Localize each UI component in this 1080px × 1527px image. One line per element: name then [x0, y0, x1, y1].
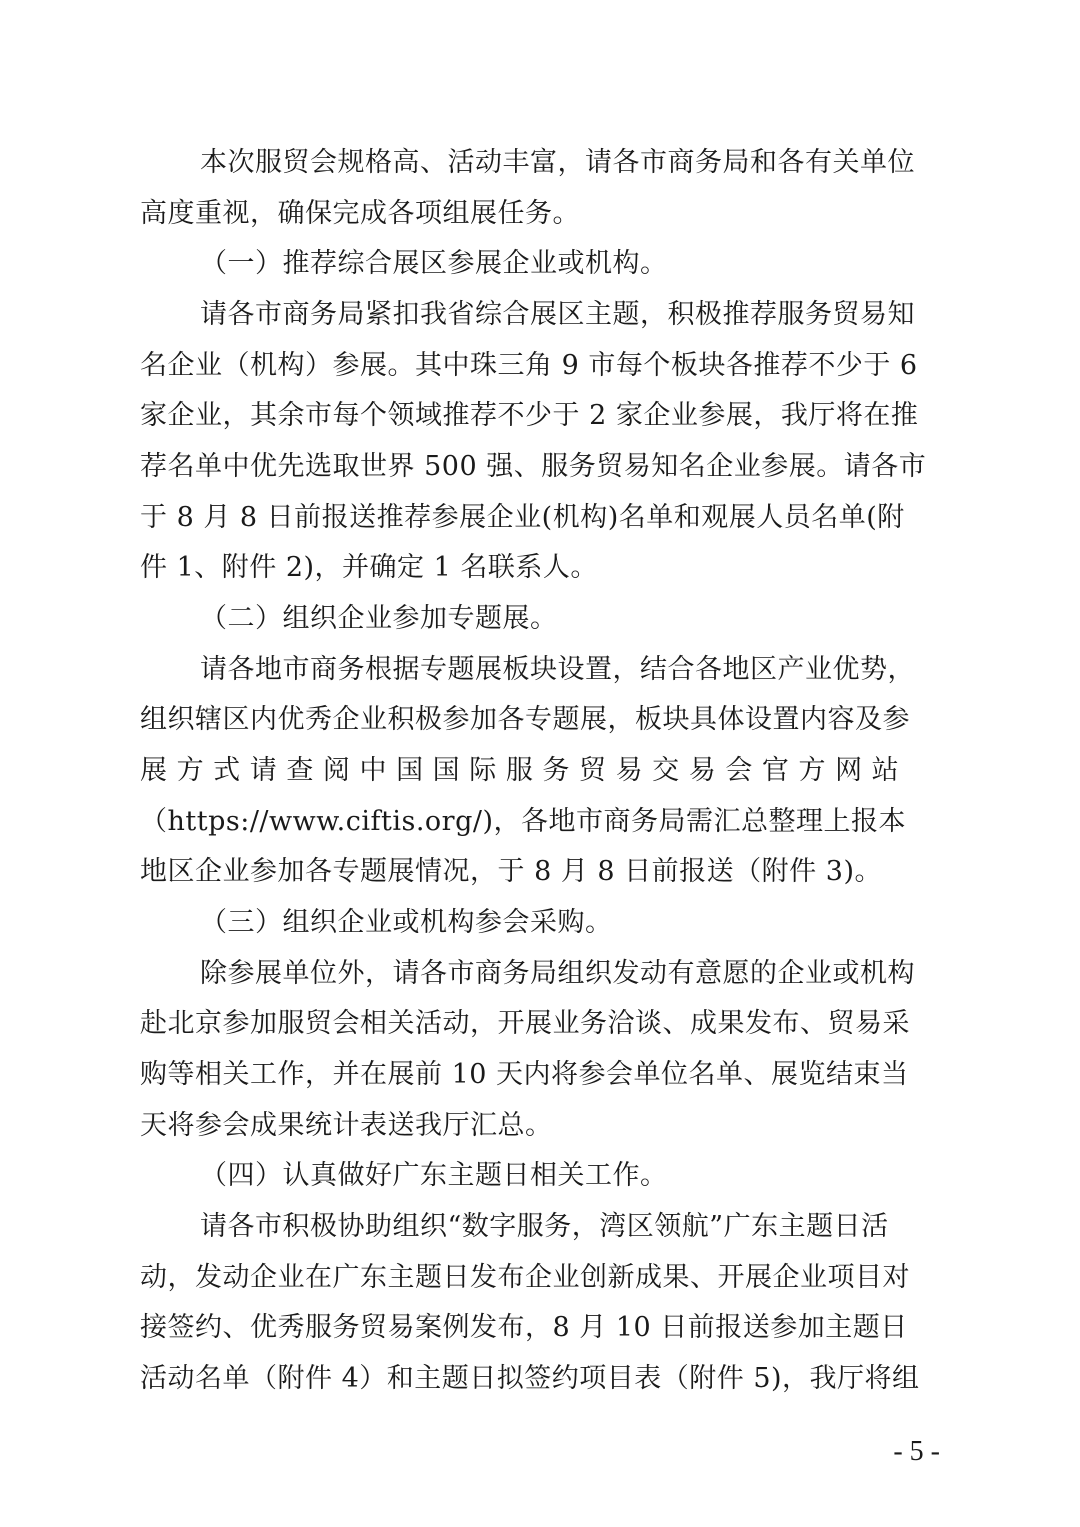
paragraph-line: 荐名单中优先选取世界 500 强、服务贸易知名企业参展。请各市 [140, 451, 927, 482]
paragraph-line: 活动名单（附件 4）和主题日拟签约项目表（附件 5)，我厅将组 [140, 1363, 920, 1394]
paragraph-line: 地区企业参加各专题展情况，于 8 月 8 日前报送（附件 3)。 [140, 856, 882, 887]
paragraph-line: 请各地市商务根据专题展板块设置，结合各地区产业优势， [200, 654, 915, 685]
paragraph-line: （https://www.ciftis.org/)，各地市商务局需汇总整理上报本 [140, 806, 906, 837]
paragraph-line: 请各市商务局紧扣我省综合展区主题，积极推荐服务贸易知 [200, 299, 915, 330]
section-heading-1: （一）推荐综合展区参展企业或机构。 [200, 248, 668, 279]
paragraph-line: 天将参会成果统计表送我厅汇总。 [140, 1110, 553, 1141]
section-heading-2: （二）组织企业参加专题展。 [200, 603, 558, 634]
paragraph-line: 除参展单位外，请各市商务局组织发动有意愿的企业或机构 [200, 958, 915, 989]
paragraph-line: 赴北京参加服贸会相关活动，开展业务洽谈、成果发布、贸易采 [140, 1008, 910, 1039]
paragraph-line: 件 1、附件 2)，并确定 1 名联系人。 [140, 552, 598, 583]
section-heading-3: （三）组织企业或机构参会采购。 [200, 907, 613, 938]
paragraph-line: 展 方 式 请 查 阅 中 国 国 际 服 务 贸 易 交 易 会 官 方 网 站 [140, 755, 900, 786]
paragraph-line: 购等相关工作，并在展前 10 天内将参会单位名单、展览结束当 [140, 1059, 909, 1090]
paragraph-line: 名企业（机构）参展。其中珠三角 9 市每个板块各推荐不少于 6 [140, 350, 918, 381]
paragraph-line: 请各市积极协助组织“数字服务，湾区领航”广东主题日活 [200, 1211, 889, 1242]
paragraph-line: 于 8 月 8 日前报送推荐参展企业(机构)名单和观展人员名单(附 [140, 502, 905, 533]
paragraph-line: 接签约、优秀服务贸易案例发布，8 月 10 日前报送参加主题日 [140, 1312, 908, 1343]
section-heading-4: （四）认真做好广东主题日相关工作。 [200, 1160, 668, 1191]
paragraph-line: 高度重视，确保完成各项组展任务。 [140, 198, 580, 229]
paragraph-line: 家企业，其余市每个领域推荐不少于 2 家企业参展，我厅将在推 [140, 400, 919, 431]
paragraph-line: 组织辖区内优秀企业积极参加各专题展，板块具体设置内容及参 [140, 704, 910, 735]
paragraph-line: 本次服贸会规格高、活动丰富，请各市商务局和各有关单位 [200, 147, 915, 178]
page-number: - 5 - [893, 1436, 940, 1467]
paragraph-line: 动，发动企业在广东主题日发布企业创新成果、开展企业项目对 [140, 1262, 910, 1293]
